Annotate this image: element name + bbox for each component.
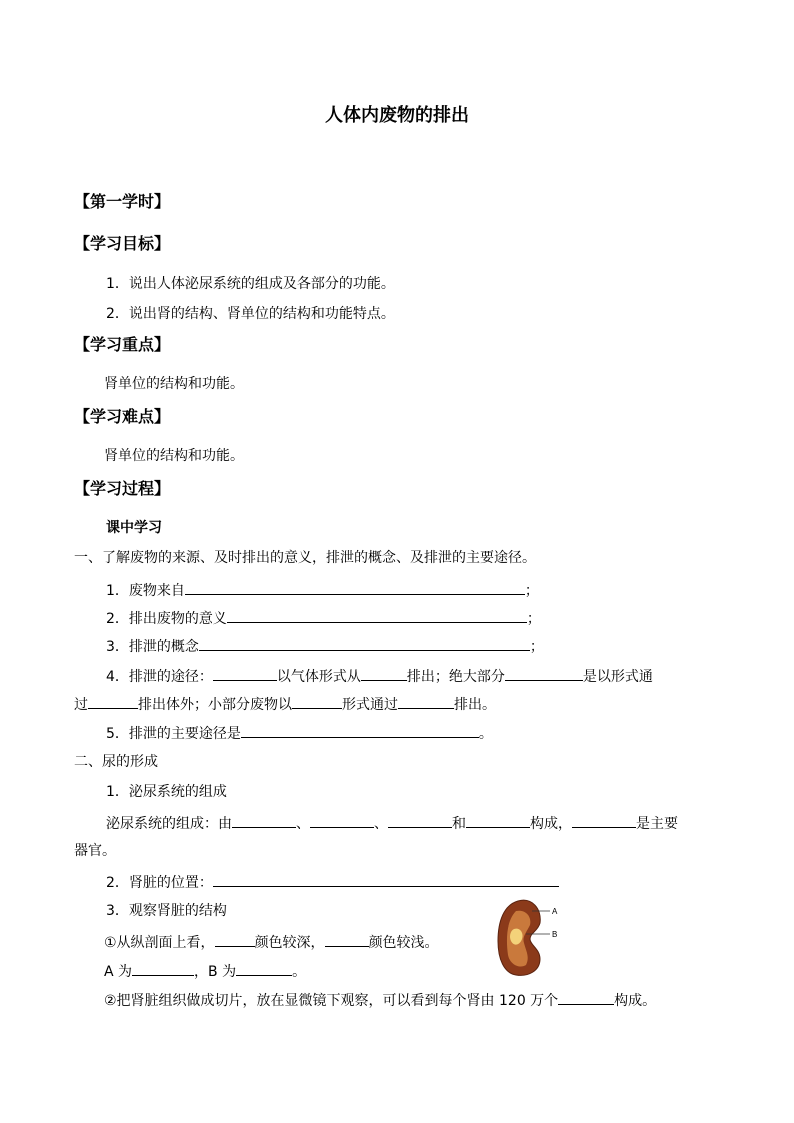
label-a: A: [552, 907, 558, 916]
question-text: 排出；绝大部分: [406, 669, 505, 685]
question-text: ②把肾脏组织做成切片，放在显微镜下观察，可以看到每个肾由 120 万个: [104, 993, 559, 1009]
question-label: 2．排出废物的意义: [106, 611, 227, 627]
question-4-line2: [74, 693, 496, 715]
answer-blank[interactable]: [292, 693, 342, 709]
question-2: [106, 607, 541, 629]
question-text: 是以形式通: [582, 669, 653, 685]
question-text: 颜色较浅。: [368, 935, 439, 951]
question-text: 颜色较深，: [254, 935, 325, 951]
question-label: 2．肾脏的位置：: [106, 875, 213, 891]
answer-blank[interactable]: [199, 635, 530, 651]
answer-blank[interactable]: [558, 989, 614, 1005]
question-text: A 为: [104, 964, 133, 980]
subsection-kidney-structure: 3．观察肾脏的结构: [106, 903, 227, 919]
punctuation: 。: [478, 726, 493, 742]
answer-blank[interactable]: [505, 665, 583, 681]
question-text: 泌尿系统的组成：由: [106, 816, 232, 832]
observation-1: [104, 931, 439, 953]
answer-blank[interactable]: [241, 722, 479, 738]
section-period: 【第一学时】: [74, 192, 171, 211]
answer-blank[interactable]: [310, 812, 374, 828]
question-5: [106, 722, 493, 744]
question-text: 和: [452, 816, 466, 832]
part1-title: 一、了解废物的来源、及时排出的意义，排泄的概念、及排泄的主要途径。: [74, 550, 536, 566]
question-text: 排出。: [454, 697, 496, 713]
answer-blank[interactable]: [215, 931, 255, 947]
question-text: ①从纵剖面上看，: [104, 935, 215, 951]
answer-blank[interactable]: [88, 693, 138, 709]
composition-line1: [106, 812, 678, 834]
answer-blank[interactable]: [236, 960, 292, 976]
heading-objectives: 【学习目标】: [74, 234, 171, 253]
answer-blank[interactable]: [185, 579, 525, 595]
composition-line2: 器官。: [74, 843, 116, 859]
answer-blank[interactable]: [466, 812, 530, 828]
question-label: 1．废物来自: [106, 583, 185, 599]
answer-blank[interactable]: [227, 607, 527, 623]
punctuation: ；: [524, 583, 539, 599]
answer-blank[interactable]: [398, 693, 454, 709]
answer-blank[interactable]: [213, 871, 559, 887]
answer-blank[interactable]: [232, 812, 296, 828]
answer-blank[interactable]: [132, 960, 194, 976]
page-title: 人体内废物的排出: [325, 105, 469, 126]
punctuation: ；: [529, 639, 544, 655]
question-text: 是主要: [636, 816, 678, 832]
difficulty-text: 肾单位的结构和功能。: [104, 448, 244, 464]
question-label: 3．排泄的概念: [106, 639, 199, 655]
question-kidney-position: [106, 871, 559, 893]
objective-item: 2．说出肾的结构、肾单位的结构和功能特点。: [106, 306, 395, 322]
question-text: 构成，: [530, 816, 572, 832]
question-text: 过: [74, 697, 88, 713]
heading-process: 【学习过程】: [74, 479, 171, 498]
punctuation: 、: [296, 816, 310, 832]
question-text: 以气体形式从: [276, 669, 361, 685]
objective-item: 1．说出人体泌尿系统的组成及各部分的功能。: [106, 276, 395, 292]
question-text: ，B 为: [194, 964, 237, 980]
answer-blank[interactable]: [572, 812, 636, 828]
subheading-in-class: 课中学习: [106, 520, 162, 536]
question-3: [106, 635, 544, 657]
question-text: 排出体外；小部分废物以: [138, 697, 292, 713]
kidney-cross-section-figure: [496, 897, 566, 977]
observation-2: [104, 989, 656, 1011]
answer-blank[interactable]: [213, 665, 277, 681]
question-4-line1: [106, 665, 653, 687]
question-label: 5．排泄的主要途径是: [106, 726, 241, 742]
punctuation: 。: [292, 964, 307, 980]
part2-title: 二、尿的形成: [74, 754, 158, 770]
answer-blank[interactable]: [361, 665, 407, 681]
heading-difficulty: 【学习难点】: [74, 407, 171, 426]
answer-blank[interactable]: [325, 931, 369, 947]
punctuation: 、: [374, 816, 388, 832]
question-text: 构成。: [614, 993, 657, 1009]
heading-key-point: 【学习重点】: [74, 335, 171, 354]
question-1: [106, 579, 539, 601]
punctuation: ；: [526, 611, 541, 627]
subsection-urinary-system: 1．泌尿系统的组成: [106, 784, 227, 800]
question-text: 形式通过: [342, 697, 398, 713]
answer-blank[interactable]: [388, 812, 452, 828]
label-b: B: [552, 930, 558, 939]
key-point-text: 肾单位的结构和功能。: [104, 376, 244, 392]
question-ab: [104, 960, 306, 982]
question-label: 4．排泄的途径：: [106, 669, 213, 685]
